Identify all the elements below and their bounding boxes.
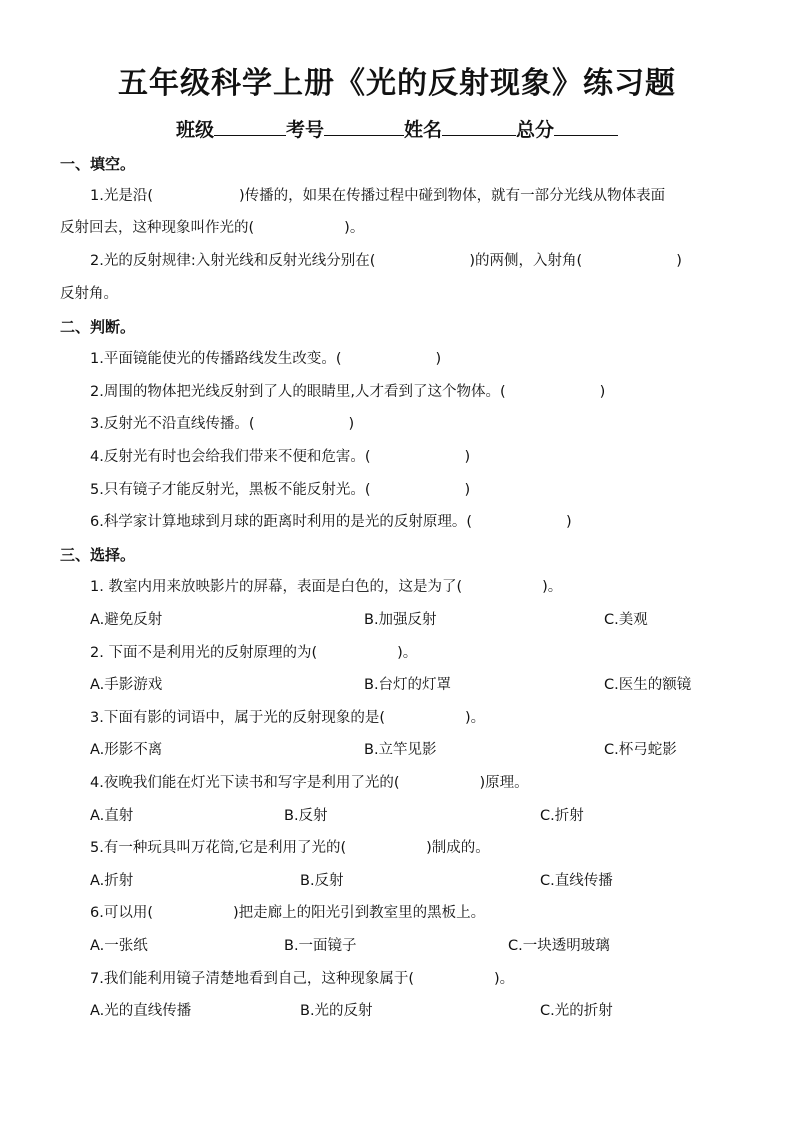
- name-blank[interactable]: [442, 117, 516, 136]
- option-a[interactable]: A.直射: [90, 808, 134, 824]
- option-b[interactable]: B.反射: [300, 873, 344, 889]
- fill-question-2-line-1: 2.光的反射规律:入射光线和反射光线分别在( )的两侧，入射角( ): [90, 253, 682, 269]
- option-c[interactable]: C.医生的额镜: [604, 677, 692, 693]
- name-label: 姓名: [404, 119, 443, 141]
- score-blank[interactable]: [554, 117, 618, 136]
- option-b[interactable]: B.加强反射: [364, 612, 437, 628]
- score-label: 总分: [516, 119, 555, 141]
- judge-item: 5.只有镜子才能反射光，黑板不能反射光。( ): [90, 482, 471, 498]
- exam-no-blank[interactable]: [324, 117, 404, 136]
- option-c[interactable]: C.光的折射: [540, 1003, 613, 1019]
- option-b[interactable]: B.台灯的灯罩: [364, 677, 452, 693]
- option-c[interactable]: C.折射: [540, 808, 584, 824]
- option-c[interactable]: C.一块透明玻璃: [508, 938, 610, 954]
- exam-no-label: 考号: [285, 119, 324, 141]
- class-label: 班级: [175, 119, 214, 141]
- judge-item: 1.平面镜能使光的传播路线发生改变。( ): [90, 351, 442, 367]
- choice-question: 2. 下面不是利用光的反射原理的为( )。: [90, 645, 418, 661]
- option-a[interactable]: A.光的直线传播: [90, 1003, 192, 1019]
- fill-question-2-line-2: 反射角。: [60, 286, 118, 302]
- fill-question-1-line-2: 反射回去，这种现象叫作光的( )。: [60, 220, 365, 236]
- option-b[interactable]: B.立竿见影: [364, 742, 437, 758]
- option-a[interactable]: A.形影不离: [90, 742, 163, 758]
- fill-question-1-line-1: 1.光是沿( )传播的，如果在传播过程中碰到物体，就有一部分光线从物体表面: [90, 188, 666, 204]
- choice-question: 4.夜晚我们能在灯光下读书和写字是利用了光的( )原理。: [90, 775, 529, 791]
- judge-item: 3.反射光不沿直线传播。( ): [90, 416, 355, 432]
- choice-question: 6.可以用( )把走廊上的阳光引到教室里的黑板上。: [90, 905, 486, 921]
- option-a[interactable]: A.一张纸: [90, 938, 148, 954]
- choice-question: 5.有一种玩具叫万花筒,它是利用了光的( )制成的。: [90, 840, 490, 856]
- choice-question: 1. 教室内用来放映影片的屏幕，表面是白色的，这是为了( )。: [90, 579, 563, 595]
- section-heading-judge: 二、判断。: [60, 318, 136, 336]
- judge-item: 6.科学家计算地球到月球的距离时利用的是光的反射原理。( ): [90, 514, 572, 530]
- section-heading-fill-in: 一、填空。: [60, 155, 136, 173]
- choice-question: 3.下面有影的词语中，属于光的反射现象的是( )。: [90, 710, 486, 726]
- option-a[interactable]: A.手影游戏: [90, 677, 163, 693]
- option-b[interactable]: B.一面镜子: [284, 938, 357, 954]
- class-blank[interactable]: [214, 117, 286, 136]
- option-a[interactable]: A.避免反射: [90, 612, 163, 628]
- option-c[interactable]: C.美观: [604, 612, 648, 628]
- option-b[interactable]: B.反射: [284, 808, 328, 824]
- section-heading-choice: 三、选择。: [60, 546, 136, 564]
- option-a[interactable]: A.折射: [90, 873, 134, 889]
- student-info-row: [0, 115, 794, 142]
- judge-item: 2.周围的物体把光线反射到了人的眼睛里,人才看到了这个物体。( ): [90, 384, 606, 400]
- option-c[interactable]: C.杯弓蛇影: [604, 742, 677, 758]
- judge-item: 4.反射光有时也会给我们带来不便和危害。( ): [90, 449, 471, 465]
- choice-question: 7.我们能利用镜子清楚地看到自己，这种现象属于( )。: [90, 971, 515, 987]
- option-b[interactable]: B.光的反射: [300, 1003, 373, 1019]
- page-title: 五年级科学上册《光的反射现象》练习题: [118, 66, 676, 101]
- option-c[interactable]: C.直线传播: [540, 873, 613, 889]
